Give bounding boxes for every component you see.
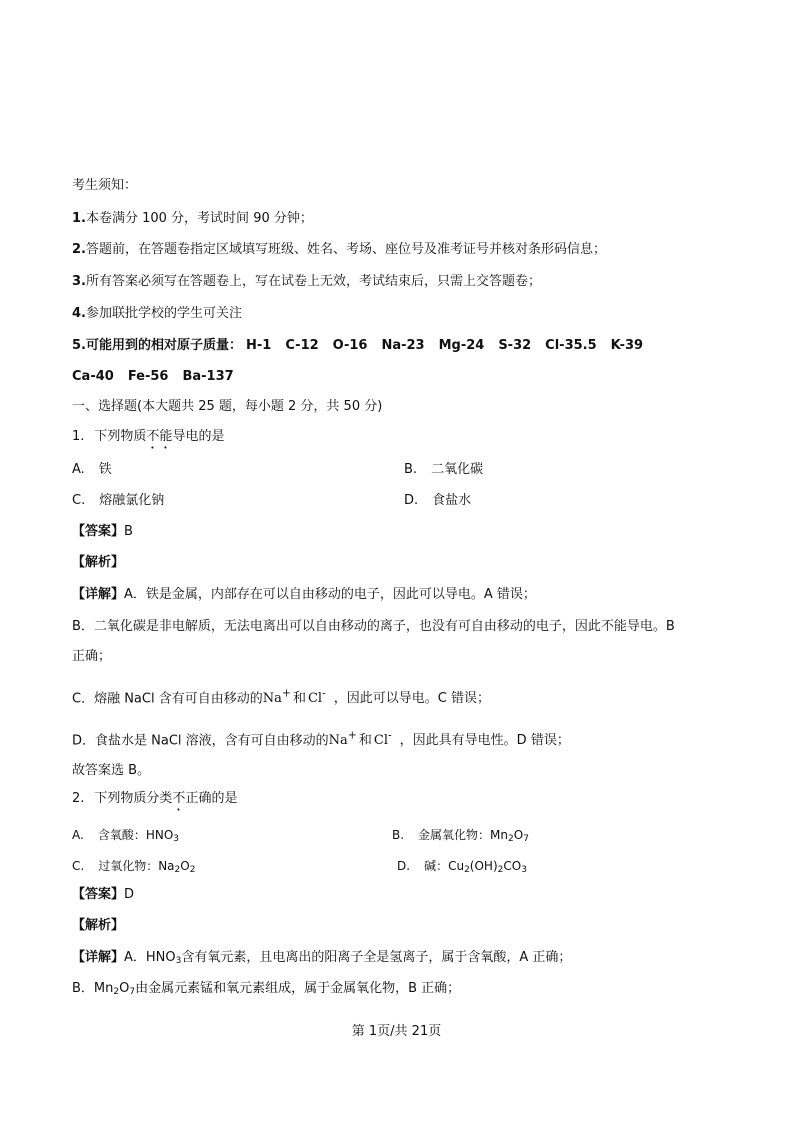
- notice-item-number: 2.: [72, 242, 86, 257]
- question-number: 2.: [72, 791, 85, 806]
- notice-item-number: 3.: [72, 274, 86, 289]
- atomic-mass: Cl-35.5: [545, 338, 597, 353]
- q2-option-b: [392, 826, 529, 848]
- atomic-mass: Na-23: [381, 338, 425, 353]
- q1-option-d: [404, 492, 471, 510]
- atomic-mass-line-2: [72, 368, 248, 386]
- question-1-stem: [72, 428, 224, 452]
- ion-charge: +: [281, 687, 291, 700]
- q2-detail-b: [72, 980, 460, 1001]
- option-key: D.: [404, 493, 419, 508]
- option-key: A.: [72, 462, 85, 477]
- q1-conclusion: 故答案选 B。: [72, 763, 151, 778]
- option-text: 食盐水: [432, 493, 472, 508]
- q1-option-c: [72, 492, 164, 510]
- notice-item-text: 可能用到的相对原子质量：: [85, 338, 242, 353]
- atomic-mass: S-32: [498, 338, 532, 353]
- ion-symbol: Na: [328, 733, 348, 749]
- notice-item-1: [72, 210, 313, 228]
- detail-text: B．Mn: [72, 981, 114, 996]
- page-footer: 第 1页/共 21页: [351, 1024, 442, 1039]
- detail-tag: 【详解】: [72, 950, 125, 965]
- subscript: 3: [173, 834, 179, 844]
- atomic-mass: Mg-24: [438, 338, 485, 353]
- analysis-tag: 【解析】: [72, 918, 125, 933]
- option-key: A.: [72, 828, 84, 842]
- option-text: 二氧化碳: [431, 462, 484, 477]
- atomic-mass: Fe-56: [127, 369, 169, 384]
- subscript: 7: [523, 834, 529, 844]
- option-text: 碱：Cu: [424, 859, 465, 873]
- notice-item-text: 所有答案必须写在答题卷上，写在试卷上无效，考试结束后，只需上交答题卷；: [85, 274, 541, 289]
- detail-tag: 【详解】: [72, 587, 125, 602]
- q2-answer: [72, 886, 134, 904]
- subscript: 2: [464, 865, 470, 875]
- q1-detail-d: [72, 727, 570, 750]
- notice-item-number: 5.: [72, 338, 86, 353]
- conjunction: 和: [292, 691, 306, 707]
- notice-item-3: [72, 273, 541, 291]
- option-key: D.: [397, 859, 411, 873]
- option-key: B.: [392, 828, 405, 842]
- q2-detail-a: [72, 949, 571, 970]
- analysis-tag: 【解析】: [72, 555, 125, 570]
- option-key: C.: [72, 493, 86, 508]
- stem-text: 导电的是: [172, 429, 225, 444]
- ion-na: [328, 729, 357, 749]
- q2-option-a: [72, 826, 179, 848]
- detail-text: ，因此具有导电性。D 错误；: [399, 733, 570, 749]
- formula-part: O: [180, 859, 190, 873]
- q1-detail-a: [72, 586, 536, 604]
- option-text: 熔融氯化钠: [99, 493, 165, 508]
- detail-text: D．食盐水是 NaCl 溶液，含有可自由移动的: [72, 733, 329, 749]
- stem-emphasis: 不: [172, 791, 186, 806]
- option-key: B.: [404, 462, 418, 477]
- notice-item-4: [72, 305, 242, 323]
- detail-text: 由金属元素锰和氧元素组成，属于金属氧化物，B 正确；: [135, 981, 461, 996]
- q1-detail-b-cont: 正确；: [72, 649, 112, 664]
- q1-option-a: [72, 461, 112, 479]
- ion-charge: -: [388, 729, 392, 742]
- question-number: 1.: [72, 429, 85, 444]
- subscript: 3: [521, 865, 527, 875]
- stem-text: 正确的是: [185, 791, 238, 806]
- stem-emphasis: 不能: [146, 429, 173, 444]
- notice-item-text: 本卷满分 100 分，考试时间 90 分钟；: [85, 211, 313, 226]
- q1-detail-b: B．二氧化碳是非电解质，无法电离出可以自由移动的离子，也没有可自由移动的电子，因此不能导电。B: [72, 619, 675, 634]
- detail-text: C．熔融 NaCl 含有可自由移动的: [72, 691, 263, 707]
- ion-cl: [373, 729, 392, 749]
- ion-symbol: Cl: [373, 733, 388, 749]
- option-key: C.: [72, 859, 85, 873]
- subscript: 3: [175, 956, 182, 966]
- option-text: 铁: [98, 462, 112, 477]
- subscript: 7: [129, 987, 136, 997]
- detail-text: A．HNO: [124, 950, 176, 965]
- q2-analysis-heading: [72, 917, 124, 935]
- atomic-mass: O-16: [332, 338, 368, 353]
- notice-item-2: [72, 241, 606, 259]
- formula-part: (OH): [469, 859, 498, 873]
- answer-value: D: [124, 887, 135, 902]
- option-text: 含氧酸：HNO: [97, 828, 174, 842]
- atomic-mass: H-1: [246, 338, 272, 353]
- answer-tag: 【答案】: [72, 524, 125, 539]
- conjunction: 和: [358, 733, 372, 749]
- q2-option-c: [72, 857, 195, 879]
- atomic-mass: C-12: [285, 338, 319, 353]
- q1-answer: [72, 523, 133, 541]
- ion-symbol: Cl: [307, 691, 323, 707]
- formula-part: O: [513, 828, 524, 842]
- answer-tag: 【答案】: [72, 887, 125, 902]
- notice-item-5: [72, 337, 657, 355]
- answer-value: B: [124, 524, 133, 539]
- subscript: 2: [497, 865, 504, 875]
- detail-text: ，因此可以导电。C 错误；: [333, 691, 490, 707]
- atomic-mass: Ba-137: [182, 369, 234, 384]
- q1-detail-c: [72, 685, 490, 708]
- notice-title: 考生须知：: [72, 178, 138, 193]
- subscript: 2: [174, 865, 181, 875]
- q1-analysis-heading: [72, 554, 124, 572]
- q1-option-b: [404, 461, 483, 479]
- ion-cl: [307, 687, 326, 707]
- atomic-mass: Ca-40: [72, 369, 114, 384]
- stem-text: 下列物质: [94, 429, 147, 444]
- subscript: 2: [508, 834, 514, 844]
- stem-text: 下列物质分类: [94, 791, 173, 806]
- detail-text: A．铁是金属，内部存在可以自由移动的电子，因此可以导电。A 错误；: [124, 587, 536, 602]
- formula-part: CO: [503, 859, 522, 873]
- detail-text: 含有氧元素，且电离出的阳离子全是氢离子，属于含氧酸，A 正确；: [181, 950, 572, 965]
- q2-option-d: [397, 857, 527, 879]
- ion-na: [262, 687, 291, 707]
- notice-item-number: 1.: [72, 211, 86, 226]
- question-2-stem: [72, 790, 237, 814]
- ion-charge: -: [322, 687, 326, 700]
- atomic-mass: K-39: [610, 338, 644, 353]
- ion-charge: +: [347, 729, 357, 742]
- subscript: 2: [113, 987, 120, 997]
- notice-item-text: 答题前，在答题卷指定区域填写班级、姓名、考场、座位号及准考证号并核对条形码信息；: [85, 242, 606, 257]
- option-text: 过氧化物：Na: [98, 859, 175, 873]
- subscript: 2: [189, 865, 196, 875]
- notice-item-text: 参加联批学校的学生可关注: [85, 306, 242, 321]
- notice-item-number: 4.: [72, 306, 86, 321]
- section-title: 一、选择题(本大题共 25 题，每小题 2 分，共 50 分): [72, 399, 383, 414]
- option-text: 金属氧化物：Mn: [418, 828, 509, 842]
- ion-symbol: Na: [262, 691, 282, 707]
- formula-part: O: [119, 981, 130, 996]
